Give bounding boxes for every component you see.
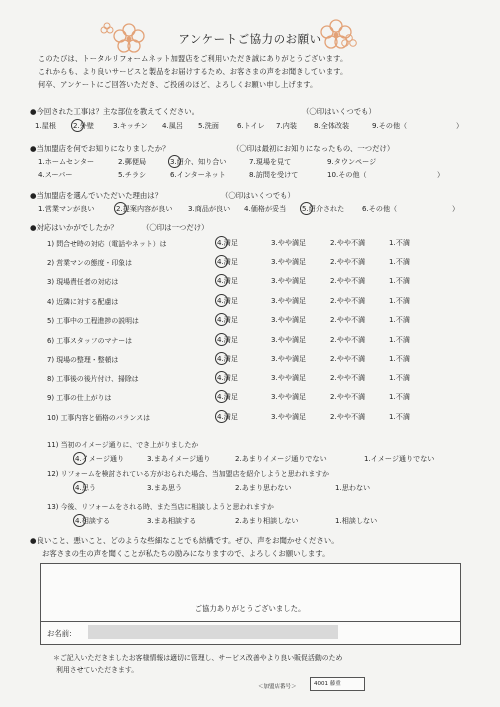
q3-selected-mark-2 [300, 202, 313, 215]
q4-item-13-option-1[interactable]: 1.相談しない [335, 516, 378, 525]
privacy-note-line-1: ＊ご記入いただきましたお客様情報は適切に管理し、サービス改善やより良い販促活動のため [53, 654, 343, 662]
name-redaction [88, 625, 338, 639]
q1-option-other-close: ） [456, 121, 464, 130]
q4-item-13-question: 13) 今後、リフォームをされる時、また当店に相談しようと思われますか [47, 503, 274, 511]
q4-item-2-option-2[interactable]: 2.やや不満 [330, 257, 366, 266]
q4-item-9-label: 9) 工事の仕上がりは [47, 394, 112, 402]
q4-item-1-option-2[interactable]: 2.やや不満 [330, 238, 366, 247]
q4-item-13-selected-mark [73, 514, 86, 527]
q1-option-other[interactable]: 9.その他（ [372, 121, 408, 130]
q4-item-11-option-1[interactable]: 1.イメージ通りでない [364, 454, 435, 463]
q2-option-flyer[interactable]: 5.チラシ [118, 170, 147, 179]
q1-selected-mark [71, 119, 84, 132]
q1-option-full-renovation[interactable]: 8.全体改装 [314, 121, 350, 130]
q3-option-price[interactable]: 4.価格が妥当 [244, 204, 287, 213]
q4-item-8-option-3[interactable]: 3.やや満足 [271, 373, 307, 382]
q2-option-post-office[interactable]: 2.郵便局 [118, 157, 147, 166]
q3-selected-mark-1 [114, 202, 127, 215]
q4-item-5-option-3[interactable]: 3.やや満足 [271, 315, 307, 324]
q4-item-5-option-2[interactable]: 2.やや不満 [330, 315, 366, 324]
q4-item-5-option-4[interactable]: 4.満足 [217, 315, 238, 324]
q3-note: （〇印はいくつでも） [221, 191, 295, 200]
q4-item-4-label: 4) 近隣に対する配慮は [47, 298, 119, 306]
privacy-note-line-2: 利用させていただきます。 [56, 666, 139, 674]
name-label: お名前: [47, 629, 72, 638]
q4-item-10-option-2[interactable]: 2.やや不満 [330, 412, 366, 421]
q2-option-supermarket[interactable]: 4.スーパー [38, 170, 73, 179]
q2-option-home-center[interactable]: 1.ホームセンター [38, 157, 95, 166]
q4-item-12-selected-mark [73, 481, 86, 494]
q4-item-13-option-4[interactable]: 4.相談する [75, 516, 111, 525]
q4-item-4-option-2[interactable]: 2.やや不満 [330, 296, 366, 305]
q4-item-9-selected-mark [215, 390, 228, 403]
store-number-value: 4001 藤重 [310, 677, 365, 691]
q2-option-town-page[interactable]: 9.タウンページ [327, 157, 377, 166]
q4-item-8-option-2[interactable]: 2.やや不満 [330, 373, 366, 382]
q4-item-10-label: 10) 工事内容と価格のバランスは [47, 414, 151, 422]
q4-item-3-option-2[interactable]: 2.やや不満 [330, 276, 366, 285]
q4-item-3-label: 3) 現場責任者の対応は [47, 278, 119, 286]
q4-item-12-option-3[interactable]: 3.まあ思う [147, 483, 183, 492]
q4-item-7-option-4[interactable]: 4.満足 [217, 354, 238, 363]
q2-option-referral[interactable]: 3.紹介、知り合い [170, 157, 227, 166]
store-number-label: ＜加盟店番号＞ [258, 684, 297, 690]
q4-item-3-option-4[interactable]: 4.満足 [217, 276, 238, 285]
q4-item-5-option-1[interactable]: 1.不満 [389, 315, 410, 324]
q3-option-product[interactable]: 3.商品が良い [188, 204, 231, 213]
q1-option-kitchen[interactable]: 3.キッチン [113, 121, 148, 130]
q3-question: ●当加盟店を選んでいただいた理由は？ [30, 191, 163, 200]
q1-option-washroom[interactable]: 5.洗面 [198, 121, 219, 130]
q4-item-12-option-1[interactable]: 1.思わない [335, 483, 371, 492]
q4-item-7-option-3[interactable]: 3.やや満足 [271, 354, 307, 363]
q4-item-6-option-1[interactable]: 1.不満 [389, 335, 410, 344]
q4-item-6-option-2[interactable]: 2.やや不満 [330, 335, 366, 344]
comments-prompt-line-1: ●良いこと、悪いこと、どのような些細なことでも結構です。ぜひ、声をお聞かせください。 [30, 536, 339, 545]
intro-line-1: このたびは、トータルリフォームネット加盟店をご利用いただき誠にありがとうございます。 [38, 54, 348, 63]
survey-title: アンケートご協力のお願い [178, 32, 322, 46]
q4-item-6-option-3[interactable]: 3.やや満足 [271, 335, 307, 344]
q4-item-3-option-3[interactable]: 3.やや満足 [271, 276, 307, 285]
q4-item-9-option-4[interactable]: 4.満足 [217, 392, 238, 401]
q4-item-13-option-3[interactable]: 3.まあ相談する [147, 516, 197, 525]
q4-item-13-option-2[interactable]: 2.あまり相談しない [235, 516, 299, 525]
q4-item-8-option-4[interactable]: 4.満足 [217, 373, 238, 382]
q4-item-4-option-4[interactable]: 4.満足 [217, 296, 238, 305]
q4-item-3-selected-mark [215, 274, 228, 287]
q2-selected-mark [168, 155, 181, 168]
q3-option-other[interactable]: 6.その他（ [362, 204, 398, 213]
q4-item-9-option-3[interactable]: 3.やや満足 [271, 392, 307, 401]
q4-item-3-option-1[interactable]: 1.不満 [389, 276, 410, 285]
q4-item-12-question: 12) リフォームを検討されている方がおられた場合、当加盟店を紹介しようと思われますか [47, 470, 330, 478]
q1-option-toilet[interactable]: 6.トイレ [237, 121, 265, 130]
comments-box[interactable] [40, 563, 461, 623]
q2-note: （〇印は最初にお知りになったもの、一つだけ） [232, 144, 395, 153]
q4-item-1-selected-mark [215, 236, 228, 249]
q4-item-7-option-2[interactable]: 2.やや不満 [330, 354, 366, 363]
q4-item-10-option-3[interactable]: 3.やや満足 [271, 412, 307, 421]
q4-item-7-label: 7) 現場の整理・整頓は [47, 356, 119, 364]
q4-item-4-option-3[interactable]: 3.やや満足 [271, 296, 307, 305]
q4-item-1-label: 1) 問合せ時の対応（電話やネット）は [47, 240, 167, 248]
q2-option-visit[interactable]: 8.訪問を受けて [249, 170, 299, 179]
q1-note: （〇印はいくつでも） [302, 107, 376, 116]
q4-item-11-option-3[interactable]: 3.まあイメージ通り [147, 454, 211, 463]
q4-item-9-option-2[interactable]: 2.やや不満 [330, 392, 366, 401]
q3-option-salesperson[interactable]: 1.営業マンが良い [38, 204, 95, 213]
q1-question: ●今回された工事は？主な部位を教えてください。 [30, 107, 200, 116]
q4-item-11-selected-mark [73, 452, 86, 465]
q4-item-8-option-1[interactable]: 1.不満 [389, 373, 410, 382]
q4-item-5-selected-mark [215, 313, 228, 326]
q4-note: （〇印は一つだけ） [142, 223, 209, 232]
q4-item-11-option-2[interactable]: 2.あまりイメージ通りでない [235, 454, 327, 463]
q3-option-referred[interactable]: 5.紹介された [302, 204, 345, 213]
q2-option-saw-site[interactable]: 7.現場を見て [249, 157, 292, 166]
q4-item-1-option-1[interactable]: 1.不満 [389, 238, 410, 247]
q1-option-bath[interactable]: 4.風呂 [162, 121, 183, 130]
q4-item-11-option-4[interactable]: 4.イメージ通り [75, 454, 125, 463]
intro-line-2: これからも、より良いサービスと製品をお届けするため、お客さまの声をお聞きしています。 [38, 67, 348, 76]
q4-item-2-option-1[interactable]: 1.不満 [389, 257, 410, 266]
q2-question: ●当加盟店を何でお知りになりましたか？ [30, 144, 170, 153]
q3-option-proposal[interactable]: 2.提案内容が良い [116, 204, 173, 213]
q2-option-other-close: ） [437, 170, 445, 179]
q4-item-7-option-1[interactable]: 1.不満 [389, 354, 410, 363]
q4-item-1-option-3[interactable]: 3.やや満足 [271, 238, 307, 247]
q4-item-4-option-1[interactable]: 1.不満 [389, 296, 410, 305]
q1-option-interior[interactable]: 7.内装 [276, 121, 297, 130]
q4-item-5-label: 5) 工事中の工程進捗の説明は [47, 317, 139, 325]
q4-item-8-selected-mark [215, 371, 228, 384]
q4-item-6-selected-mark [215, 333, 228, 346]
q1-option-exterior-wall[interactable]: 2.外壁 [73, 121, 94, 130]
q4-item-7-selected-mark [215, 352, 228, 365]
q2-option-other[interactable]: 10.その他（ [327, 170, 367, 179]
intro-line-3: 何卒、アンケートにご回答いただき、ご投函のほど、よろしくお願い申し上げます。 [38, 80, 318, 89]
q4-item-2-selected-mark [215, 255, 228, 268]
q4-item-1-option-4[interactable]: 4.満足 [217, 238, 238, 247]
q4-item-12-option-2[interactable]: 2.あまり思わない [235, 483, 292, 492]
q3-option-other-close: ） [452, 204, 460, 213]
q4-item-9-option-1[interactable]: 1.不満 [389, 392, 410, 401]
q1-option-roof[interactable]: 1.屋根 [35, 121, 56, 130]
q4-question: ●対応はいかがでしたか？ [30, 223, 118, 232]
q4-item-6-option-4[interactable]: 4.満足 [217, 335, 238, 344]
q4-item-2-label: 2) 営業マンの態度・印象は [47, 259, 133, 267]
q4-item-2-option-3[interactable]: 3.やや満足 [271, 257, 307, 266]
q4-item-8-label: 8) 工事後の後片付け、掃除は [47, 375, 139, 383]
q2-option-internet[interactable]: 6.インターネット [170, 170, 226, 179]
comments-prompt-line-2: お客さまの生の声を聞くことが私たちの励みになりますので、よろしくお願いします。 [42, 549, 330, 558]
q4-item-4-selected-mark [215, 294, 228, 307]
q4-item-12-option-4[interactable]: 4.思う [75, 483, 96, 492]
q4-item-10-option-4[interactable]: 4.満足 [217, 412, 238, 421]
q4-item-11-question: 11) 当初のイメージ通りに、でき上がりましたか [47, 441, 199, 449]
q4-item-2-option-4[interactable]: 4.満足 [217, 257, 238, 266]
thanks-message: ご協力ありがとうございました。 [194, 604, 306, 613]
q4-item-6-label: 6) 工事スタッフのマナーは [47, 337, 133, 345]
q4-item-10-selected-mark [215, 410, 228, 423]
q4-item-10-option-1[interactable]: 1.不満 [389, 412, 410, 421]
